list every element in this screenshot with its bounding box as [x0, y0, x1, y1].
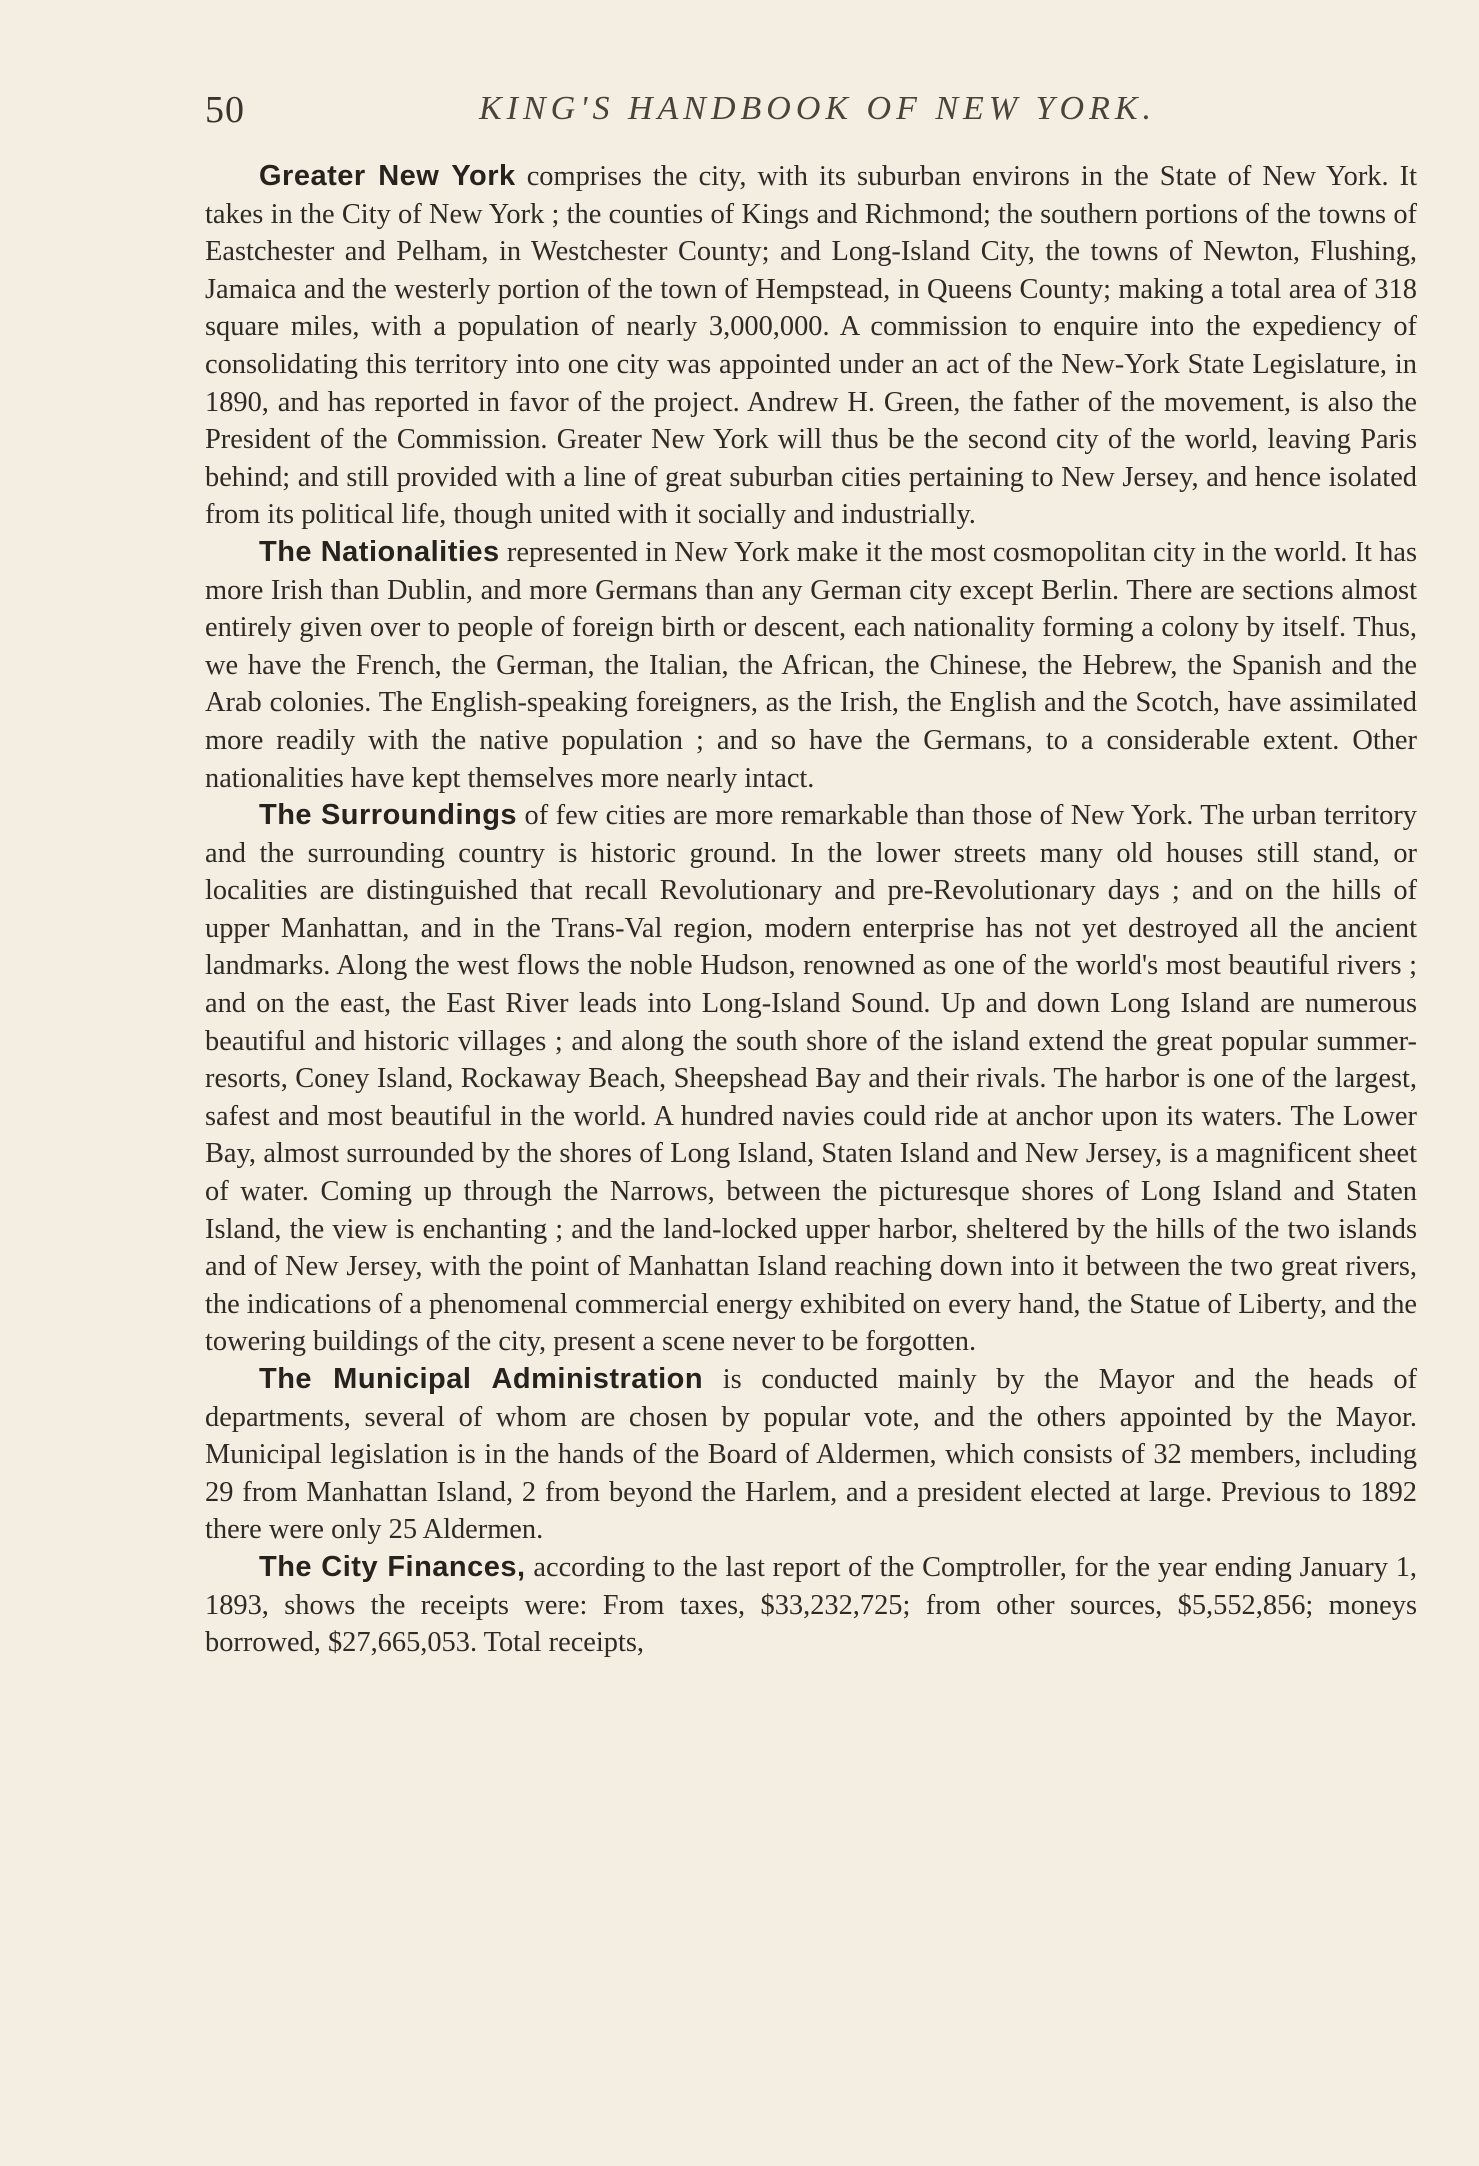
paragraph-text: of few cities are more remarkable than those of New York. The urban territory and the surrounding country is historic ground. In the lower streets many old houses still stand, or localities are distinguished that recall Revolutionary and pre-Revolutionary days ; and on the hills of upper Manhattan, and in the Trans-Val region, modern enterprise has not yet destroyed all the ancient landmarks. Along the west flows the noble Hudson, renowned as one of the world's most beautiful rivers ; and on the east, the East River leads into Long-Island Sound. Up and down Long Island are numerous beautiful and historic villages ; and along the south shore of the island extend the great popular summer-resorts, Coney Island, Rockaway Beach, Sheepshead Bay and their rivals. The harbor is one of the largest, safest and most beautiful in the world. A hundred navies could ride at anchor upon its waters. The Lower Bay, almost surrounded by the shores of Long Island, Staten Island and New Jersey, is a magnificent sheet of water. Coming up through the Narrows, between the picturesque shores of Long Island and Staten Island, the view is enchanting ; and the land-locked upper harbor, sheltered by the hills of the two islands and of New Jersey, with the point of Manhattan Island reaching down into it between the two great rivers, the indications of a phenomenal commercial energy exhibited on every hand, the Statue of Liberty, and the towering buildings of the city, present a scene never to be forgotten. — [205, 800, 1417, 1358]
paragraph-text: represented in New York make it the most cosmopolitan city in the world. It has more Irish than Dublin, and more Germans than any German city except Berlin. There are sections almost entirely given over to people of foreign birth or descent, each nationality forming a colony by itself. Thus, we have the French, the German, the Italian, the African, the Chinese, the Hebrew, the Spanish and the Arab colonies. The English-speaking foreigners, as the Irish, the English and the Scotch, have assimilated more readily with the native population ; and so have the Germans, to a considerable extent. Other nationalities have kept themselves more nearly intact. — [205, 536, 1417, 794]
paragraph-nationalities — [205, 534, 1417, 797]
paragraph-text: is conducted mainly by the Mayor and the heads of departments, several of whom are chosen by popular vote, and the others appointed by the Mayor. Municipal legislation is in the hands of the Board of Aldermen, which consists of 32 members, including 29 from Manhattan Island, 2 from beyond the Harlem, and a president elected at large. Previous to 1892 there were only 25 Aldermen. — [205, 1364, 1417, 1546]
running-title: KING'S HANDBOOK OF NEW YORK. — [478, 90, 1157, 127]
paragraph-text: according to the last report of the Comptroller, for the year ending January 1, 1893, shows the receipts were: From taxes, $33,232,725; from other sources, $5,552,856; moneys borrowed, $27,665,053. Total receipts, — [205, 1551, 1417, 1659]
paragraph-municipal-administration — [205, 1361, 1417, 1549]
paragraph-greater-new-york — [205, 158, 1417, 534]
page-number: 50 — [205, 89, 245, 131]
paragraph-surroundings — [205, 797, 1417, 1361]
body-text — [205, 158, 1417, 1662]
paragraph-heading: Greater New York — [259, 160, 516, 192]
page-header — [205, 88, 1430, 138]
paragraph-heading: The Surroundings — [259, 799, 518, 832]
paragraph-text: comprises the city, with its suburban environs in the State of New York. It takes in the City of New York ; the counties of Kings and Richmond; the southern portions of the towns of Eastchester and Pelham, in Westchester County; and Long-Island City, the towns of Newton, Flushing, Jamaica and the westerly portion of the town of Hempstead, in Queens County; making a total area of 318 square miles, with a population of nearly 3,000,000. A commission to enquire into the expediency of consolidating this territory into one city was appointed under an act of the New-York State Legislature, in 1890, and has reported in favor of the project. Andrew H. Green, the father of the movement, is also the President of the Commission. Greater New York will thus be the second city of the world, leaving Paris behind; and still provided with a line of great suburban cities pertaining to New Jersey, and hence isolated from its political life, though united with it socially and industrially. — [205, 161, 1417, 531]
paragraph-heading: The City Finances, — [259, 1550, 526, 1583]
paragraph-heading: The Municipal Administration — [259, 1363, 704, 1395]
paragraph-city-finances — [205, 1549, 1417, 1662]
paragraph-heading: The Nationalities — [259, 535, 500, 568]
